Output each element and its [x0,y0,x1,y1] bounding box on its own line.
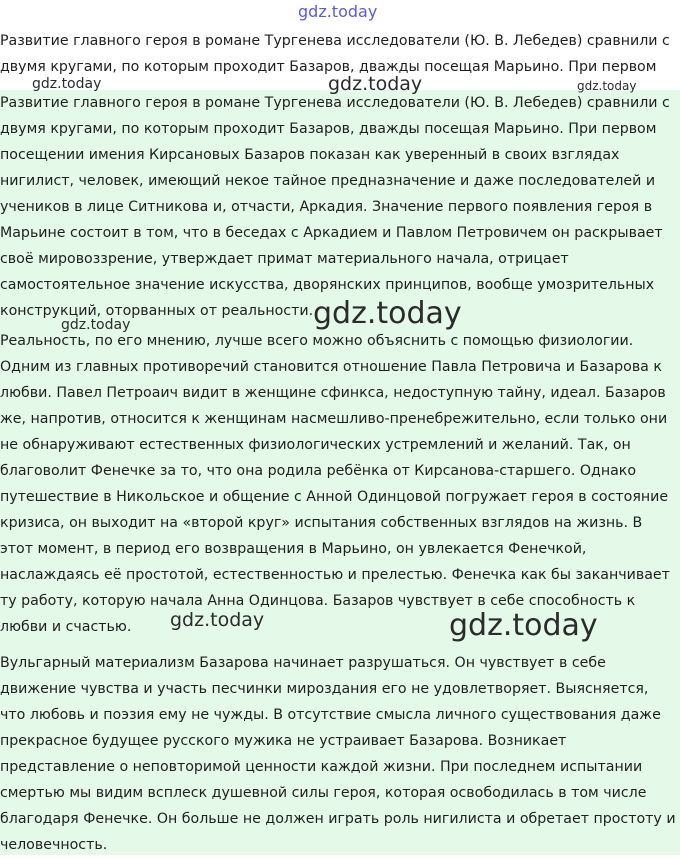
header-paragraph: Развитие главного героя в романе Тургенева исследователи (Ю. В. Лебедев) сравнили с двумя кругами, по которым проходит Базаров, дважды посещая Марьино. При первом [0,33,670,75]
watermark-top: gdz.today [298,2,378,21]
answer-panel [0,90,680,855]
watermark: gdz.today [577,79,637,93]
paragraph-1: Развитие главного героя в романе Тургенева исследователи (Ю. В. Лебедев) сравнили с двумя кругами, по которым проходит Базаров, дважды посещая Марьино. При первом посещении имения Кирсановых Базаров показан как уверенный в своих взглядах нигилист, человек, имеющий некое тайное предназначение и даже последователей и учеников в лице Ситникова и, отчасти, Аркадия. Значение первого появления героя в Марьине состоит в том, что в беседах с Аркадием и Павлом Петровичем он раскрывает своё мировоззрение, утверждает примат материального начала, отрицает самостоятельное значение искусства, дворянских принципов, вообще умозрительных конструкций, оторванных от реальности. [0,95,670,319]
watermark: gdz.today [328,73,423,95]
watermark: gdz.today [449,608,598,643]
watermark: gdz.today [313,296,462,331]
watermark: gdz.today [170,609,265,631]
watermark: gdz.today [32,76,102,92]
paragraph-2: Реальность, по его мнению, лучше всего можно объяснить с помощью физиологии. Одним из главных противоречий становится отношение Павла Петровича и Базарова к любви. Павел Петроаич видит в женщине сфинкса, недоступную тайну, идеал. Базаров же, напротив, относится к женщинам насмешливо-пренебрежительно, если только они не обнаруживают естественных физиологических устремлений и желаний. Так, он благоволит Фенечке за то, что она родила ребёнка от Кирсанова-старшего. Однако путешествие в Никольское и общение с Анной Одинцовой погружает героя в состояние кризиса, он выходит на «второй круг» испытания собственных взглядов на жизнь. В этот момент, в период его возвращения в Марьино, он увлекается Фенечкой, наслаждаясь её простотой, естественностью и прелестью. Фенечка как бы заканчивает ту работу, которую начала Анна Одинцова. Базаров чувствует в себе способность к любви и счастью. [0,333,670,635]
paragraph-3: Вульгарный материализм Базарова начинает разрушаться. Он чувствует в себе движение чувства и участь песчинки мироздания его не удовлетворяет. Выясняется, что любовь и поэзия ему не чужды. В отсутствие смысла личного существования даже прекрасное будущее русского мужика не устраивает Базарова. Возникает представление о неповторимой ценности каждой жизни. При последнем испытании смертью мы видим всплеск душевной силы героя, которая освободилась в том числе благодаря Фенечке. Он больше не должен играть роль нигилиста и обретает простоту и человечность. [0,655,676,853]
watermark: gdz.today [61,317,131,333]
